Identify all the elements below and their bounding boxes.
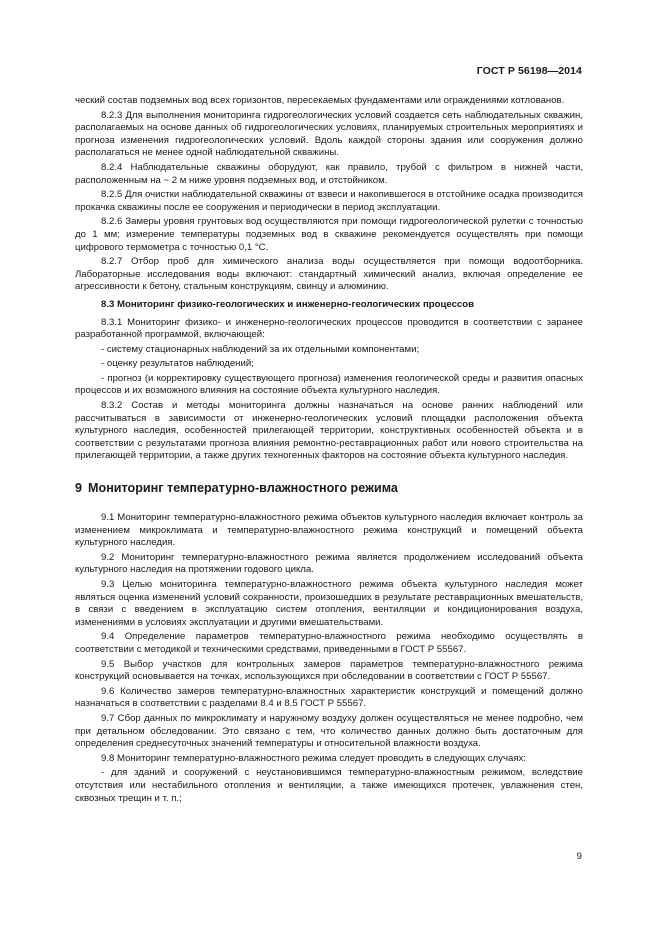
subsection-8-3-heading: 8.3 Мониторинг физико-геологических и инженерно-геологических процессов <box>101 298 475 310</box>
paragraph-9-1: 9.1 Мониторинг температурно-влажностного режима объектов культурного наследия включает контроль за изменением микроклимата и температурно-влажностного режима конструкций и помещений объекта культурного наследия. <box>75 512 583 549</box>
paragraph-9-4: 9.4 Определение параметров температурно-влажностного режима необходимо осуществлять в соответствии с методикой и техническими средствами, приведенными в ГОСТ Р 55567. <box>75 631 583 655</box>
paragraph-8-2-6: 8.2.6 Замеры уровня грунтовых вод осуществляются при помощи гидрогеологической рулетки с точностью до 1 мм; измерение температуры подземных вод в скважине рекомендуется осуществлять при помощи цифрового термометра с точностью 0,1 °С. <box>75 216 583 253</box>
list-item: - оценку результатов наблюдений; <box>101 358 254 370</box>
document-code: ГОСТ Р 56198—2014 <box>476 65 582 77</box>
paragraph-8-2-5: 8.2.5 Для очистки наблюдательной скважины от взвеси и накопившегося в отстойнике осадка производится прокачка скважины после ее сооружения и периодически в период эксплуатации. <box>75 189 583 213</box>
paragraph-8-3-2: 8.3.2 Состав и методы мониторинга должны назначаться на основе ранних наблюдений или рассчитываться в зависимости от инженерно-геологических условий площадки расположения объекта культурного наследия, особенностей прилегающей территории, конструктивных особенностей объекта и в соответствии с результатами прогноза влияния ремонтно-реставрационных работ или нового строительства на прилегающей территории, а также других техногенных факторов на состояние объекта культурного наследия. <box>75 400 583 462</box>
paragraph-8-2-7: 8.2.7 Отбор проб для химического анализа воды осуществляется при помощи водоотборника. Лабораторные исследования воды включают: стандартный химический анализ, включая определение ее агрессивности к бетону, стальным конструкциям, свинцу и алюминию. <box>75 256 583 293</box>
document-body <box>75 95 583 807</box>
paragraph-8-2-3: 8.2.3 Для выполнения мониторинга гидрогеологических условий создается сеть наблюдательных скважин, располагаемых на основе данных об гидрогеологических условиях, планируемых строительных мероприятиях и прогноза изменения гидрогеологических условий. Вдоль каждой стороны здания или сооружения должно располагаться не менее одной наблюдательной скважины. <box>75 109 583 159</box>
paragraph-9-2: 9.2 Мониторинг температурно-влажностного режима является продолжением исследований объекта культурного наследия на протяжении годового цикла. <box>75 551 583 576</box>
paragraph-8-3-1: 8.3.1 Мониторинг физико- и инженерно-геологических процессов проводится в соответствии с заранее разработанной программой, включающей: <box>75 316 583 341</box>
paragraph-9-7: 9.7 Сбор данных по микроклимату и наружному воздуху должен осуществляться не менее подробно, чем при детальном обследовании. Это связано с тем, что количество данных должно быть достаточным для определения среднесуточных значений температуры и относительной влажности воздуха. <box>75 712 583 750</box>
paragraph-9-5: 9.5 Выбор участков для контрольных замеров параметров температурно-влажностного режима конструкций основывается на точках, использующихся при обследовании в соответствии с ГОСТ Р 55567. <box>75 658 583 683</box>
paragraph-9-6: 9.6 Количество замеров температурно-влажностных характеристик конструкций и помещений должно назначаться в соответствии с разделами 8.4 и 8.5 ГОСТ Р 55567. <box>75 685 583 710</box>
paragraph-8-2-4: 8.2.4 Наблюдательные скважины оборудуют, как правило, трубой с фильтром в нижней части, расположенным на ~ 2 м ниже уровня подземных вод, и отстойником. <box>75 161 583 186</box>
section-9-heading <box>75 481 583 496</box>
section-title: Мониторинг температурно-влажностного режима <box>88 481 398 496</box>
list-item: - прогноз (и корректировку существующего прогноза) изменения геологической среды и развития опасных процессов и их возможного влияния на состояние объекта культурного наследия. <box>75 372 583 397</box>
list-item: - для зданий и сооружений с неустановившимся температурно-влажностным режимом, вследствие отсутствия или нестабильного отопления и вентиляции, а также имеющихся протечек, увлажнения стен, сквозных трещин и т. п.; <box>75 767 583 804</box>
paragraph-8-2-2-continued: ческий состав подземных вод всех горизонтов, пересекаемых фундаментами или ограждениями котлованов. <box>75 95 565 106</box>
list-item: - систему стационарных наблюдений за их отдельными компонентами; <box>101 343 420 355</box>
paragraph-9-3: 9.3 Целью мониторинга температурно-влажностного режима объекта культурного наследия может являться оценка изменений условий сохранности, произошедших в результате реставрационных вмешательств, в связи с введением в эксплуатацию систем отопления, вентиляции и кондиционирования воздуха, изменениями в условиях эксплуатации и другими вмешательствами. <box>75 579 583 628</box>
section-number: 9 <box>75 481 83 496</box>
paragraph-9-8: 9.8 Мониторинг температурно-влажностного режима следует проводить в следующих случаях: <box>101 752 526 764</box>
page-number: 9 <box>576 851 582 862</box>
